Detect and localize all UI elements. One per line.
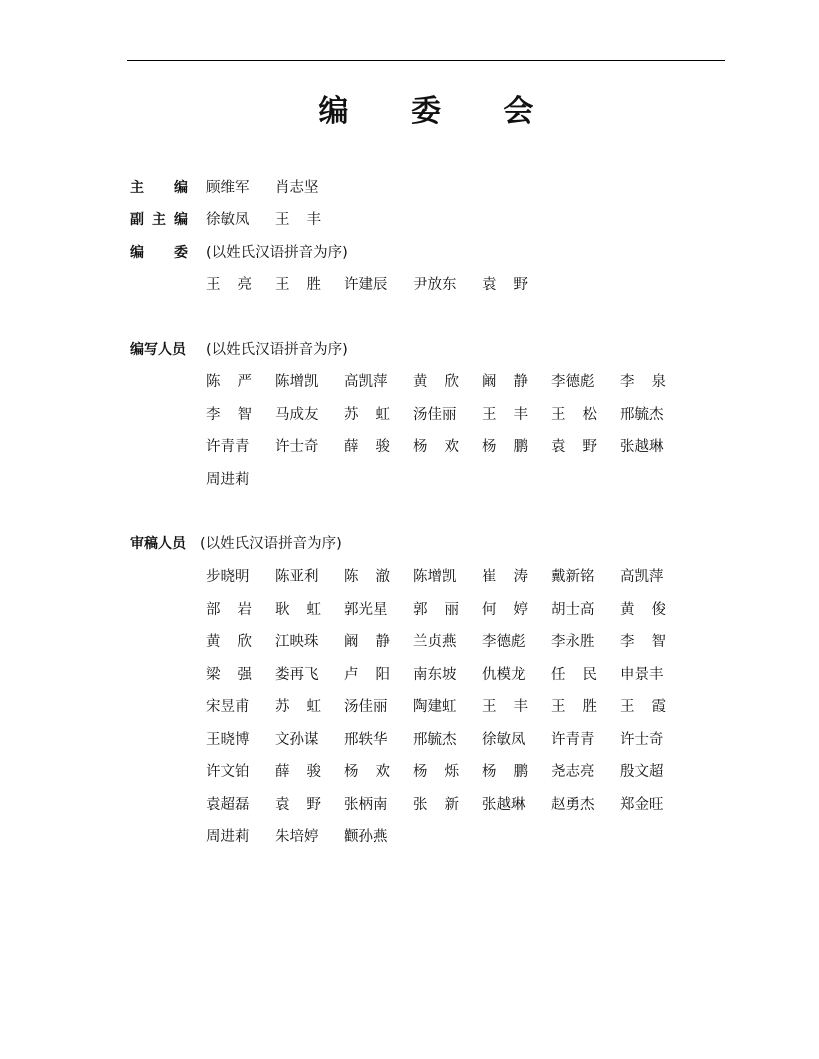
person-name: 苏 虹 <box>275 699 321 715</box>
person-name: 李永胜 <box>551 634 595 650</box>
editorial-board-note: (以姓氏汉语拼音为序) <box>206 245 348 261</box>
person-name: 袁 野 <box>551 439 597 455</box>
person-name: 赵勇杰 <box>551 796 595 813</box>
person-name: 李 智 <box>206 406 252 423</box>
person-name: 王 丰 <box>482 699 528 715</box>
person-name: 尧志亮 <box>551 764 595 780</box>
person-name: 任 民 <box>551 666 597 683</box>
editorial-board-names-row <box>0 274 819 296</box>
person-name: 仇模龙 <box>482 666 526 683</box>
editorial-board-label: 编 委 <box>130 245 188 261</box>
person-name: 戴新铭 <box>551 569 595 585</box>
deputy-chief-editor-line <box>0 209 819 231</box>
person-name: 王 胜 <box>551 699 597 715</box>
person-name: 王 亮 <box>206 277 252 293</box>
person-name: 李德彪 <box>482 634 526 650</box>
reviewers-header-line <box>0 533 819 555</box>
person-name: 许士奇 <box>275 439 319 455</box>
person-name: 陈 澈 <box>344 569 390 585</box>
person-name: 王晓博 <box>206 731 250 748</box>
person-name: 袁 野 <box>482 277 528 293</box>
deputy-chief-editor-label: 副 主 编 <box>130 212 188 228</box>
person-name: 殷文超 <box>620 764 664 780</box>
name-row <box>0 404 819 426</box>
person-name: 何 婷 <box>482 601 528 618</box>
person-name: 王 胜 <box>275 277 321 293</box>
person-name: 颧孙燕 <box>344 829 388 845</box>
person-name: 陈亚利 <box>275 569 319 585</box>
person-name: 娄再飞 <box>275 666 319 683</box>
name-row <box>0 729 819 751</box>
person-name: 梁 强 <box>206 666 252 683</box>
person-name: 邢轶华 <box>344 731 388 748</box>
person-name: 杨 鹏 <box>482 439 528 455</box>
name-row <box>0 794 819 816</box>
person-name: 肖志坚 <box>275 180 319 196</box>
person-name: 顾维军 <box>206 180 250 196</box>
person-name: 袁超磊 <box>206 796 250 813</box>
person-name: 杨 欢 <box>413 439 459 455</box>
person-name: 薛 骏 <box>275 764 321 780</box>
person-name: 薛 骏 <box>344 439 390 455</box>
person-name: 杨 烁 <box>413 764 459 780</box>
person-name: 陈增凯 <box>413 569 457 585</box>
chief-editor-label: 主 编 <box>130 180 188 196</box>
person-name: 申景丰 <box>620 666 664 683</box>
name-row <box>0 696 819 718</box>
person-name: 苏 虹 <box>344 406 390 423</box>
person-name: 许文铂 <box>206 764 250 780</box>
header-rule <box>127 60 725 61</box>
person-name: 王 丰 <box>482 406 528 423</box>
person-name: 许青青 <box>551 731 595 748</box>
reviewers-label: 审稿人员 <box>130 536 186 552</box>
name-row <box>0 599 819 621</box>
person-name: 部 岩 <box>206 601 252 618</box>
person-name: 郑金旺 <box>620 796 664 813</box>
person-name: 王 松 <box>551 406 597 423</box>
person-name: 汤佳丽 <box>344 699 388 715</box>
person-name: 马成友 <box>275 406 319 423</box>
writers-note: (以姓氏汉语拼音为序) <box>206 342 348 358</box>
person-name: 王 丰 <box>275 212 321 228</box>
person-name: 高凯萍 <box>344 374 388 390</box>
name-row <box>0 436 819 458</box>
person-name: 朱培婷 <box>275 829 319 845</box>
person-name: 许青青 <box>206 439 250 455</box>
person-name: 陈 严 <box>206 374 252 390</box>
person-name: 杨 鹏 <box>482 764 528 780</box>
person-name: 邢毓杰 <box>620 406 664 423</box>
name-row <box>0 631 819 653</box>
person-name: 袁 野 <box>275 796 321 813</box>
person-name: 许士奇 <box>620 731 664 748</box>
person-name: 宋昱甫 <box>206 699 250 715</box>
person-name: 黄 欣 <box>206 634 252 650</box>
person-name: 江映珠 <box>275 634 319 650</box>
person-name: 徐敏凤 <box>482 731 526 748</box>
name-row <box>0 566 819 588</box>
person-name: 文孙谋 <box>275 731 319 748</box>
person-name: 张 新 <box>413 796 459 813</box>
person-name: 郭光星 <box>344 601 388 618</box>
person-name: 高凯萍 <box>620 569 664 585</box>
writers-header-line <box>0 339 819 361</box>
person-name: 黄 俊 <box>620 601 666 618</box>
person-name: 陶建虹 <box>413 699 457 715</box>
person-name: 南东坡 <box>413 666 457 683</box>
person-name: 陈增凯 <box>275 374 319 390</box>
person-name: 周进莉 <box>206 471 250 488</box>
person-name: 王 霞 <box>620 699 666 715</box>
person-name: 李 智 <box>620 634 666 650</box>
person-name: 胡士高 <box>551 601 595 618</box>
person-name: 耿 虹 <box>275 601 321 618</box>
name-row <box>0 664 819 686</box>
person-name: 阚 静 <box>344 634 390 650</box>
person-name: 张越琳 <box>482 796 526 813</box>
person-name: 阚 静 <box>482 374 528 390</box>
name-row <box>0 371 819 393</box>
chief-editor-line <box>0 177 819 199</box>
person-name: 周进莉 <box>206 829 250 845</box>
person-name: 黄 欣 <box>413 374 459 390</box>
person-name: 徐敏凤 <box>206 212 250 228</box>
person-name: 李 泉 <box>620 374 666 390</box>
reviewers-note: (以姓氏汉语拼音为序) <box>200 536 342 552</box>
person-name: 张柄南 <box>344 796 388 813</box>
person-name: 尹放东 <box>413 277 457 293</box>
person-name: 汤佳丽 <box>413 406 457 423</box>
person-name: 许建辰 <box>344 277 388 293</box>
person-name: 杨 欢 <box>344 764 390 780</box>
person-name: 卢 阳 <box>344 666 390 683</box>
person-name: 李德彪 <box>551 374 595 390</box>
person-name: 张越琳 <box>620 439 664 455</box>
name-row <box>0 761 819 783</box>
person-name: 崔 涛 <box>482 569 528 585</box>
page-title: 编 委 会 <box>318 94 560 129</box>
editorial-board-line <box>0 242 819 264</box>
writers-label: 编写人员 <box>130 342 186 358</box>
name-row <box>0 469 819 491</box>
name-row <box>0 826 819 848</box>
person-name: 郭 丽 <box>413 601 459 618</box>
person-name: 邢毓杰 <box>413 731 457 748</box>
person-name: 兰贞燕 <box>413 634 457 650</box>
person-name: 步晓明 <box>206 569 250 585</box>
